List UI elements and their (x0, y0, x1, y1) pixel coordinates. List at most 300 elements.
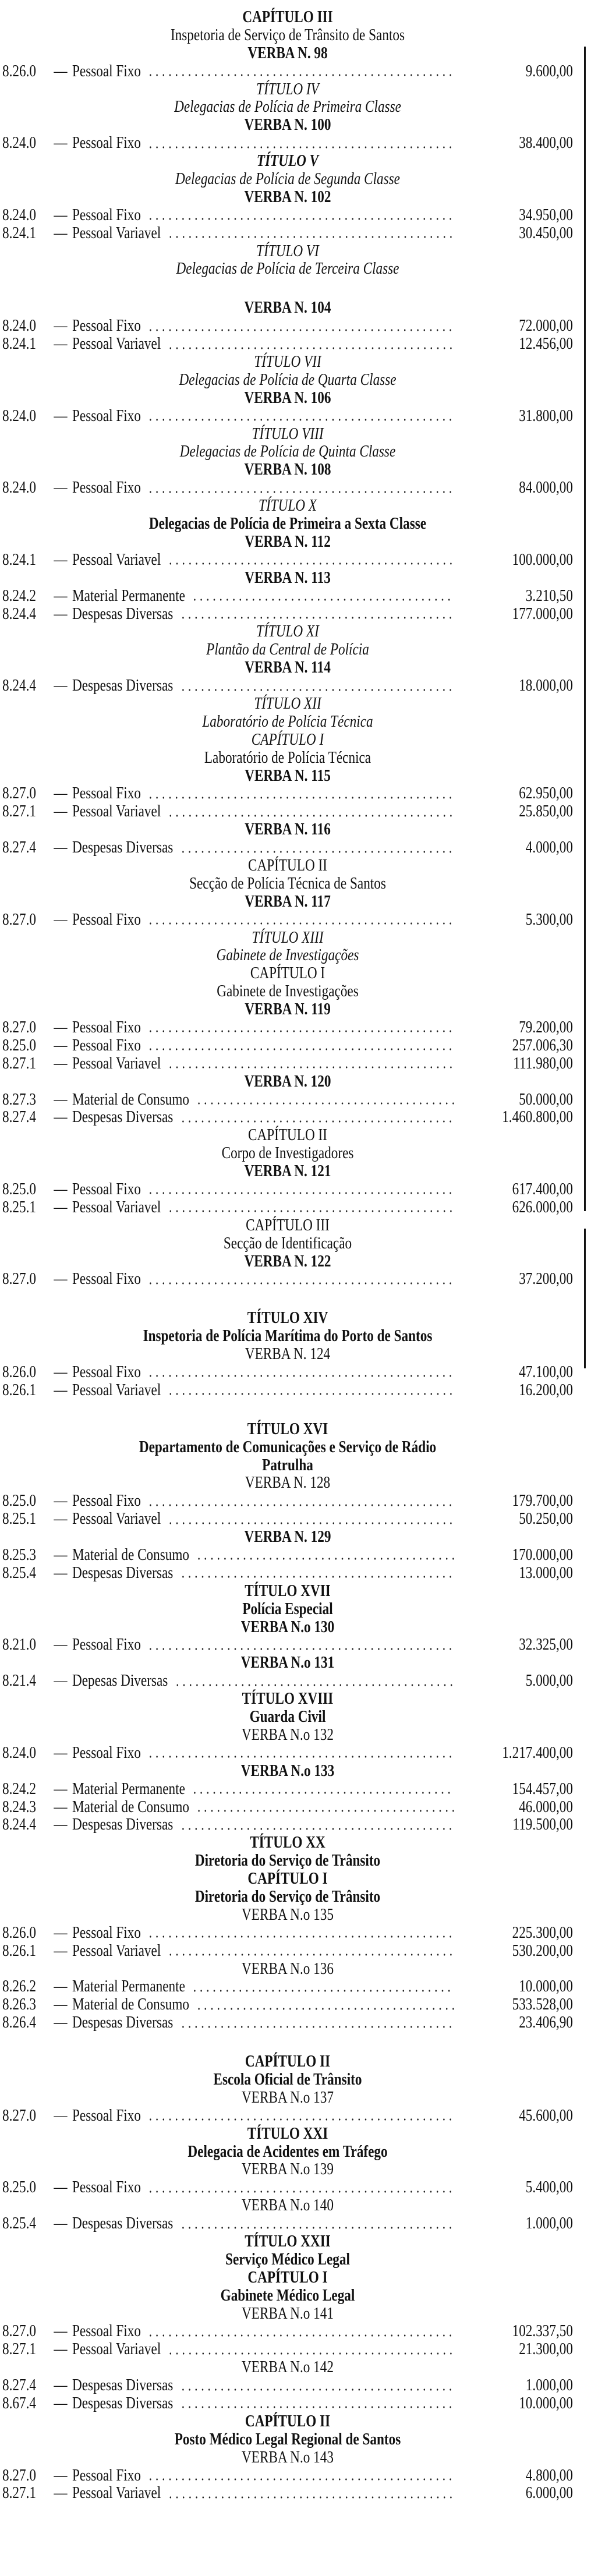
section-title: Gabinete Médico Legal (220, 2285, 355, 2305)
item-code: 8.27.0 (2, 2465, 36, 2485)
section-title: Delegacias de Polícia de Quinta Classe (179, 442, 396, 461)
verba-heading: VERBA N.o 131 (240, 1653, 335, 1672)
item-label: Material de Consumo (72, 1089, 190, 1109)
item-dash: — (54, 1635, 68, 1654)
dot-leader (196, 2007, 455, 2011)
item-dash: — (54, 1563, 68, 1582)
dot-leader (147, 1048, 455, 1051)
item-label: Pessoal Variavel (72, 1197, 161, 1216)
dot-leader (196, 1809, 455, 1813)
item-code: 8.27.1 (2, 2483, 36, 2503)
section-title: Laboratório de Polícia Técnica (202, 712, 373, 731)
item-label: Pessoal Fixo (72, 2106, 141, 2125)
dot-leader (147, 1282, 455, 1285)
item-label: Despesas Diversas (72, 2214, 174, 2233)
budget-item-row (2, 2178, 582, 2196)
column-rule (584, 1229, 586, 1368)
dot-leader (180, 1575, 455, 1579)
section-title: Delegacias de Polícia de Segunda Classe (175, 169, 400, 189)
dot-leader (192, 598, 455, 601)
item-amount: 170.000,00 (512, 1545, 573, 1565)
budget-item-row (2, 2107, 582, 2125)
section-heading: TÍTULO V (256, 151, 319, 171)
item-label: Despesas Diversas (72, 1563, 174, 1582)
section-heading: TÍTULO XIV (247, 1308, 328, 1328)
dot-leader (180, 2226, 455, 2230)
section-title: Delegacia de Acidentes em Tráfego (187, 2142, 388, 2161)
budget-item-row (2, 1270, 582, 1288)
budget-item-row (2, 2322, 582, 2340)
item-dash: — (54, 2178, 68, 2197)
item-code: 8.25.4 (2, 1563, 36, 1582)
dot-leader (180, 2388, 455, 2391)
item-label: Material de Consumo (72, 1797, 190, 1816)
section-title: Diretoria do Serviço de Trânsito (194, 1887, 381, 1906)
item-amount: 626.000,00 (512, 1197, 573, 1216)
item-amount: 10.000,00 (519, 2394, 573, 2412)
dot-leader (147, 1647, 455, 1651)
item-amount: 13.000,00 (519, 1563, 573, 1582)
item-dash: — (54, 1035, 68, 1055)
section-title: Diretoria do Serviço de Trânsito (194, 1851, 381, 1870)
budget-item-row (2, 911, 582, 929)
dot-leader (192, 1989, 455, 1993)
item-label: Pessoal Fixo (72, 61, 141, 80)
verba-heading: VERBA N. 122 (244, 1251, 331, 1271)
budget-item-row (2, 802, 582, 820)
item-code: 8.24.1 (2, 223, 36, 242)
verba-heading: VERBA N. 117 (245, 891, 331, 911)
budget-item-row (2, 1180, 582, 1198)
item-dash: — (54, 1089, 68, 1109)
dot-leader (147, 1755, 455, 1758)
item-amount: 6.000,00 (525, 2483, 573, 2503)
section-heading: TÍTULO XVII (245, 1581, 331, 1600)
item-amount: 38.400,00 (519, 133, 573, 153)
budget-item-row (2, 335, 582, 353)
item-code: 8.27.0 (2, 1269, 36, 1289)
dot-leader (167, 2352, 454, 2355)
budget-item-row (2, 1363, 582, 1381)
item-code: 8.25.1 (2, 1509, 36, 1528)
section-heading: CAPÍTULO I (247, 2267, 328, 2287)
budget-item-row (2, 1636, 582, 1654)
dot-leader (147, 328, 455, 332)
verba-heading: VERBA N. 104 (244, 298, 331, 317)
item-label: Pessoal Fixo (72, 1491, 141, 1510)
section-title: Delegacias de Polícia de Primeira a Sexta Classe (148, 514, 427, 533)
item-amount: 50.000,00 (519, 1089, 573, 1109)
dot-leader (147, 922, 455, 925)
item-amount: 37.200,00 (519, 1269, 573, 1289)
item-dash: — (54, 1197, 68, 1216)
item-code: 8.24.3 (2, 1797, 36, 1816)
item-dash: — (54, 223, 68, 242)
item-label: Pessoal Fixo (72, 1923, 141, 1942)
verba-heading: VERBA N. 98 (247, 43, 328, 62)
budget-item-row (2, 134, 582, 152)
item-code: 8.27.0 (2, 2322, 36, 2341)
dot-leader (147, 2118, 455, 2121)
dot-leader (147, 796, 455, 799)
section-heading: TÍTULO XVI (247, 1419, 328, 1438)
item-dash: — (54, 1509, 68, 1528)
budget-item-row (2, 2394, 582, 2412)
spacer (2, 1399, 582, 1420)
column-rule (584, 47, 586, 1211)
budget-item-row (2, 1564, 582, 1582)
section-heading: TÍTULO VIII (252, 424, 324, 443)
budget-item-row (2, 1546, 582, 1564)
dot-leader (147, 2478, 455, 2481)
budget-column (2, 8, 582, 2502)
verba-heading: VERBA N. 114 (245, 658, 331, 677)
spacer (2, 1288, 582, 1309)
dot-leader (147, 2334, 455, 2337)
budget-item-row (2, 677, 582, 695)
section-title: Laboratório de Polícia Técnica (204, 748, 371, 767)
item-amount: 1.460.800,00 (502, 1107, 573, 1127)
item-label: Despesas Diversas (72, 1815, 174, 1834)
dot-leader (167, 1066, 454, 1069)
item-dash: — (54, 1671, 68, 1690)
dot-leader (147, 418, 455, 422)
verba-heading: VERBA N. 106 (244, 388, 331, 407)
item-label: Despesas Diversas (72, 2013, 174, 2032)
budget-item-row (2, 2484, 582, 2502)
item-amount: 111.980,00 (513, 1053, 573, 1073)
budget-item-row (2, 479, 582, 497)
verba-heading: VERBA N. 116 (245, 820, 331, 839)
verba-heading: VERBA N.o 139 (242, 2160, 334, 2179)
item-amount: 79.200,00 (519, 1017, 573, 1036)
section-heading: TÍTULO XVIII (242, 1689, 334, 1708)
item-dash: — (54, 1977, 68, 1996)
item-code: 8.67.4 (2, 2394, 36, 2412)
item-amount: 179.700,00 (512, 1491, 573, 1510)
item-code: 8.25.0 (2, 2178, 36, 2197)
budget-item-row (2, 1816, 582, 1834)
dot-leader (147, 73, 455, 77)
item-amount: 225.300,00 (512, 1923, 573, 1942)
verba-heading: VERBA N. 128 (245, 1473, 331, 1492)
section-heading: TÍTULO VII (254, 352, 321, 371)
section-title: Secção de Polícia Técnica de Santos (189, 873, 386, 893)
verba-heading: VERBA N. 115 (245, 766, 331, 785)
item-code: 8.24.2 (2, 1779, 36, 1798)
item-label: Despesas Diversas (72, 676, 174, 695)
verba-heading: VERBA N. 112 (245, 532, 331, 551)
dot-leader (180, 1120, 455, 1123)
verba-heading: VERBA N. 108 (244, 460, 331, 479)
item-label: Pessoal Fixo (72, 478, 141, 497)
dot-leader (167, 235, 454, 239)
budget-item-row (2, 206, 582, 224)
budget-item-row (2, 587, 582, 605)
item-dash: — (54, 316, 68, 335)
item-amount: 5.000,00 (525, 1671, 573, 1690)
item-code: 8.25.0 (2, 1035, 36, 1055)
item-code: 8.27.0 (2, 910, 36, 929)
budget-item-row (2, 1995, 582, 2014)
item-code: 8.26.0 (2, 1363, 36, 1382)
budget-item-row (2, 62, 582, 80)
verba-heading: VERBA N.o 143 (242, 2447, 334, 2467)
item-code: 8.26.3 (2, 1995, 36, 2014)
budget-item-row (2, 1492, 582, 1510)
item-code: 8.26.0 (2, 61, 36, 80)
dot-leader (147, 2190, 455, 2193)
item-dash: — (54, 1797, 68, 1816)
item-code: 8.26.2 (2, 1977, 36, 1996)
section-heading: CAPÍTULO I (251, 730, 324, 749)
dot-leader (192, 1791, 455, 1795)
section-heading: CAPÍTULO I (247, 1869, 328, 1888)
item-code: 8.25.4 (2, 2214, 36, 2233)
item-dash: — (54, 478, 68, 497)
verba-heading: VERBA N.o 140 (242, 2196, 334, 2215)
item-dash: — (54, 604, 68, 623)
budget-item-row (2, 2214, 582, 2232)
item-code: 8.25.3 (2, 1545, 36, 1565)
item-code: 8.27.4 (2, 1107, 36, 1127)
item-label: Pessoal Variavel (72, 802, 161, 821)
dot-leader (147, 1029, 455, 1033)
item-code: 8.24.4 (2, 1815, 36, 1834)
item-code: 8.24.1 (2, 334, 36, 353)
budget-item-row (2, 1018, 582, 1036)
section-title: Posto Médico Legal Regional de Santos (174, 2429, 401, 2448)
verba-heading: VERBA N.o 137 (242, 2087, 334, 2107)
section-heading: TÍTULO XXII (245, 2231, 331, 2251)
item-amount: 257.006,30 (512, 1035, 573, 1055)
section-heading: CAPÍTULO III (242, 8, 333, 26)
dot-leader (196, 1557, 455, 1561)
budget-item-row (2, 1055, 582, 1073)
item-code: 8.27.4 (2, 838, 36, 857)
item-label: Depesas Diversas (72, 1671, 168, 1690)
section-heading: CAPÍTULO III (246, 1215, 330, 1234)
section-heading: CAPÍTULO I (250, 964, 325, 983)
item-code: 8.25.1 (2, 1197, 36, 1216)
verba-heading: VERBA N. 121 (244, 1162, 331, 1181)
dot-leader (180, 1827, 455, 1831)
budget-item-row (2, 1942, 582, 1960)
item-dash: — (54, 1743, 68, 1762)
budget-item-row (2, 1036, 582, 1055)
item-amount: 16.200,00 (519, 1380, 573, 1399)
section-title: Patrulha (262, 1455, 313, 1474)
item-amount: 154.457,00 (512, 1779, 573, 1798)
item-amount: 1.000,00 (525, 2376, 573, 2395)
item-amount: 100.000,00 (512, 550, 573, 569)
item-dash: — (54, 1995, 68, 2014)
item-dash: — (54, 784, 68, 803)
section-title: Secção de Identificação (223, 1233, 352, 1252)
section-title: Guarda Civil (249, 1707, 326, 1726)
budget-item-row (2, 317, 582, 335)
item-code: 8.27.1 (2, 2340, 36, 2359)
section-heading: TÍTULO IV (256, 79, 319, 98)
verba-heading: VERBA N.o 130 (240, 1617, 335, 1636)
item-code: 8.25.0 (2, 1180, 36, 1198)
item-dash: — (54, 2376, 68, 2395)
budget-item-row (2, 2376, 582, 2394)
verba-heading: VERBA N.o 135 (242, 1905, 334, 1924)
section-title: Delegacias de Polícia de Terceira Classe (176, 259, 399, 278)
item-label: Pessoal Fixo (72, 1269, 141, 1289)
item-code: 8.24.1 (2, 550, 36, 569)
item-amount: 47.100,00 (519, 1363, 573, 1382)
dot-leader (147, 1191, 455, 1195)
section-heading: TÍTULO XX (250, 1833, 325, 1852)
item-code: 8.24.4 (2, 604, 36, 623)
item-code: 8.21.0 (2, 1635, 36, 1654)
item-amount: 3.210,50 (525, 586, 573, 605)
dot-leader (180, 850, 455, 854)
section-title: Serviço Médico Legal (225, 2249, 350, 2269)
item-label: Despesas Diversas (72, 604, 174, 623)
item-dash: — (54, 838, 68, 857)
dot-leader (180, 2405, 455, 2409)
item-label: Pessoal Fixo (72, 1180, 141, 1198)
item-code: 8.27.0 (2, 1017, 36, 1036)
item-dash: — (54, 1107, 68, 1127)
item-code: 8.27.1 (2, 1053, 36, 1073)
item-code: 8.24.0 (2, 133, 36, 153)
item-code: 8.27.0 (2, 784, 36, 803)
item-label: Despesas Diversas (72, 838, 174, 857)
item-code: 8.24.0 (2, 478, 36, 497)
verba-heading: VERBA N.o 132 (242, 1725, 334, 1744)
budget-item-row (2, 1798, 582, 1816)
item-label: Pessoal Variavel (72, 2340, 161, 2359)
item-amount: 533.528,00 (512, 1995, 573, 2014)
item-label: Pessoal Variavel (72, 550, 161, 569)
item-label: Material Permanente (72, 586, 185, 605)
item-code: 8.27.0 (2, 2106, 36, 2125)
section-heading: TÍTULO XII (254, 693, 321, 713)
verba-heading: VERBA N. 102 (244, 187, 331, 206)
budget-item-row (2, 2014, 582, 2032)
item-label: Pessoal Fixo (72, 1017, 141, 1036)
dot-leader (174, 1683, 454, 1687)
item-dash: — (54, 205, 68, 224)
item-dash: — (54, 1017, 68, 1036)
dot-leader (167, 1953, 454, 1956)
item-label: Pessoal Fixo (72, 1363, 141, 1382)
section-heading: CAPÍTULO II (248, 855, 327, 875)
dot-leader (147, 490, 455, 494)
budget-item-row (2, 784, 582, 802)
item-dash: — (54, 910, 68, 929)
dot-leader (167, 1392, 454, 1396)
item-label: Despesas Diversas (72, 1107, 174, 1127)
item-dash: — (54, 2483, 68, 2503)
item-code: 8.21.4 (2, 1671, 36, 1690)
section-title: Inspetoria de Serviço de Trânsito de Santos (170, 25, 405, 44)
item-amount: 18.000,00 (519, 676, 573, 695)
item-label: Pessoal Fixo (72, 133, 141, 153)
item-dash: — (54, 61, 68, 80)
item-code: 8.26.1 (2, 1380, 36, 1399)
item-label: Pessoal Variavel (72, 223, 161, 242)
verba-heading: VERBA N.o 136 (242, 1959, 334, 1978)
item-code: 8.26.1 (2, 1941, 36, 1960)
section-heading: CAPÍTULO II (245, 2052, 331, 2071)
item-dash: — (54, 2322, 68, 2341)
item-label: Pessoal Variavel (72, 334, 161, 353)
dot-leader (147, 1935, 455, 1938)
section-heading: TÍTULO VI (256, 241, 319, 260)
item-amount: 1.217.400,00 (502, 1743, 573, 1762)
item-dash: — (54, 406, 68, 425)
dot-leader (147, 1503, 455, 1507)
budget-item-row (2, 605, 582, 623)
section-title: Gabinete de Investigações (217, 982, 359, 1001)
section-heading: TÍTULO XXI (247, 2124, 328, 2143)
item-label: Despesas Diversas (72, 2376, 174, 2395)
item-label: Pessoal Fixo (72, 2465, 141, 2485)
item-code: 8.24.2 (2, 586, 36, 605)
item-label: Pessoal Variavel (72, 1509, 161, 1528)
dot-leader (167, 562, 454, 565)
dot-leader (167, 346, 454, 350)
item-dash: — (54, 1053, 68, 1073)
item-dash: — (54, 2106, 68, 2125)
item-label: Pessoal Fixo (72, 2322, 141, 2341)
item-amount: 177.000,00 (512, 604, 573, 623)
verba-heading: VERBA N.o 141 (242, 2303, 334, 2323)
section-title: Corpo de Investigadores (221, 1144, 354, 1163)
item-dash: — (54, 1923, 68, 1942)
item-amount: 23.406,90 (519, 2013, 573, 2032)
item-dash: — (54, 1545, 68, 1565)
budget-item-row (2, 2340, 582, 2358)
section-title: Departamento de Comunicações e Serviço de Rádio (139, 1437, 437, 1456)
dot-leader (167, 1521, 454, 1525)
item-code: 8.26.4 (2, 2013, 36, 2032)
item-amount: 84.000,00 (519, 478, 573, 497)
section-title: Polícia Especial (242, 1599, 333, 1618)
item-label: Material de Consumo (72, 1995, 190, 2014)
item-code: 8.24.0 (2, 1743, 36, 1762)
item-amount: 1.000,00 (525, 2214, 573, 2233)
budget-item-row (2, 1672, 582, 1690)
item-dash: — (54, 133, 68, 153)
item-code: 8.25.0 (2, 1491, 36, 1510)
section-title: Escola Oficial de Trânsito (213, 2069, 362, 2089)
item-amount: 530.200,00 (512, 1941, 573, 1960)
item-label: Pessoal Variavel (72, 1380, 161, 1399)
section-heading: TÍTULO XI (256, 622, 319, 641)
item-amount: 119.500,00 (512, 1815, 573, 1834)
budget-item-row (2, 551, 582, 569)
budget-item-row (2, 1924, 582, 1942)
item-amount: 62.950,00 (519, 784, 573, 803)
item-label: Pessoal Variavel (72, 1941, 161, 1960)
dot-leader (167, 814, 454, 818)
spacer (2, 278, 582, 299)
budget-item-row (2, 1780, 582, 1798)
item-dash: — (54, 1269, 68, 1289)
item-dash: — (54, 2394, 68, 2412)
item-dash: — (54, 1779, 68, 1798)
budget-item-row (2, 1744, 582, 1762)
item-code: 8.24.0 (2, 205, 36, 224)
item-label: Material de Consumo (72, 1545, 190, 1565)
item-label: Pessoal Fixo (72, 910, 141, 929)
